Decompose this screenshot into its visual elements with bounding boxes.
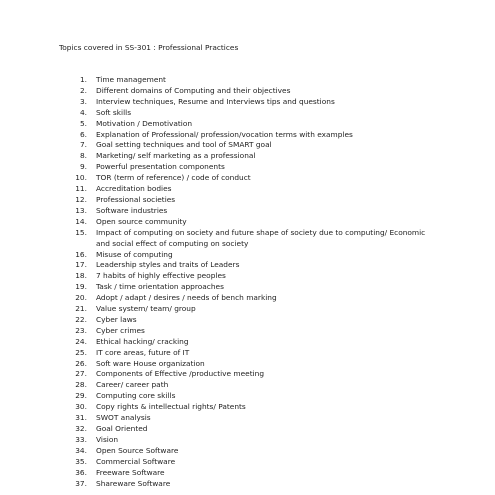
topic-text: Vision (96, 434, 119, 444)
topic-text: Shareware Software (96, 478, 171, 488)
topic-item (59, 162, 439, 173)
topic-text: Impact of computing on society and future shape of society due to computing/ Economic and social effect of computing on society (96, 227, 426, 248)
topic-number: 32. (75, 424, 87, 433)
topic-text: 7 habits of highly effective peoples (96, 271, 226, 281)
topic-text: Time management (96, 75, 166, 84)
topic-number: 15. (75, 227, 87, 237)
topic-text: Copy rights & intellectual rights/ Patents (96, 402, 246, 412)
document-title: Topics covered in SS-301 : Professional Practices (59, 43, 239, 52)
topic-item (59, 151, 439, 162)
topic-text: Components of Effective /productive meeting (96, 369, 265, 379)
topic-number: 4. (79, 107, 87, 117)
topic-item (59, 119, 439, 130)
topic-item (59, 228, 439, 250)
topic-item (59, 97, 439, 108)
topic-text: Value system/ team/ group (96, 304, 196, 314)
topic-number: 22. (75, 314, 87, 324)
topic-item (59, 206, 439, 217)
topic-text: Goal setting techniques and tool of SMART goal (96, 140, 272, 150)
topic-text: TOR (term of reference) / code of conduct (96, 173, 251, 183)
topic-number: 24. (75, 336, 87, 346)
topic-number: 16. (75, 249, 87, 259)
topic-text: Explanation of Professional/ profession/vocation terms with examples (96, 129, 353, 139)
topic-number: 13. (75, 205, 87, 215)
topic-text: Soft ware House organization (96, 358, 205, 368)
topic-number: 28. (75, 380, 87, 390)
topic-item (59, 315, 439, 326)
topic-text: Open source community (96, 216, 187, 226)
topic-item (59, 424, 439, 435)
topic-item (59, 457, 439, 468)
topic-item (59, 282, 439, 293)
topic-text: SWOT analysis (96, 413, 151, 423)
topic-text: Interview techniques, Resume and Interviews tips and questions (96, 96, 335, 106)
topic-item (59, 304, 439, 315)
topic-number: 10. (75, 173, 87, 183)
topic-text: Marketing/ self marketing as a professional (96, 151, 256, 161)
topic-number: 31. (75, 413, 87, 423)
topic-text: Commercial Software (96, 456, 176, 466)
topic-text: Goal Oriented (96, 424, 148, 433)
topic-item (59, 293, 439, 304)
topic-text: Professional societies (96, 194, 176, 204)
topic-number: 26. (75, 358, 87, 368)
topic-item (59, 402, 439, 413)
topic-text: Adopt / adapt / desires / needs of bench marking (96, 293, 277, 303)
topic-item (59, 446, 439, 457)
topic-text: Software industries (96, 205, 168, 215)
topic-text: Cyber laws (96, 314, 137, 324)
topic-number: 34. (75, 445, 87, 455)
topic-item (59, 173, 439, 184)
topic-number: 14. (75, 216, 87, 226)
topic-number: 30. (75, 402, 87, 412)
topic-number: 2. (79, 85, 87, 95)
topic-item (59, 184, 439, 195)
topic-text: Accreditation bodies (96, 184, 172, 194)
topic-item (59, 250, 439, 261)
topic-number: 6. (79, 129, 87, 139)
topic-item (59, 479, 439, 490)
topic-number: 19. (75, 282, 87, 292)
topic-text: Different domains of Computing and their objectives (96, 85, 291, 95)
topic-text: Freeware Software (96, 467, 165, 477)
topic-item (59, 380, 439, 391)
topic-number: 35. (75, 456, 87, 466)
topic-number: 9. (79, 162, 87, 172)
topic-number: 7. (79, 140, 87, 150)
topic-number: 3. (79, 96, 87, 106)
topic-item (59, 86, 439, 97)
topic-number: 12. (75, 194, 87, 204)
topic-item (59, 359, 439, 370)
topic-item (59, 140, 439, 151)
topic-number: 8. (79, 151, 87, 161)
topic-number: 1. (79, 75, 87, 84)
topic-number: 23. (75, 325, 87, 335)
topic-text: Ethical hacking/ cracking (96, 336, 189, 346)
topic-text: Leadership styles and traits of Leaders (96, 260, 240, 270)
topic-item (59, 195, 439, 206)
topic-text: Computing core skills (96, 391, 176, 401)
topic-number: 5. (79, 118, 87, 128)
topic-item (59, 413, 439, 424)
topic-number: 17. (75, 260, 87, 270)
topic-item (59, 326, 439, 337)
topic-number: 25. (75, 347, 87, 357)
topic-item (59, 348, 439, 359)
topic-list (59, 75, 439, 489)
topic-number: 27. (75, 369, 87, 379)
topic-number: 36. (75, 467, 87, 477)
topic-number: 20. (75, 293, 87, 303)
topic-number: 21. (75, 304, 87, 314)
topic-item (59, 435, 439, 446)
topic-text: Misuse of computing (96, 249, 173, 259)
topic-item (59, 391, 439, 402)
topic-text: Motivation / Demotivation (96, 118, 193, 128)
topic-number: 11. (75, 184, 87, 194)
topic-text: Cyber crimes (96, 325, 145, 335)
topic-item (59, 260, 439, 271)
topic-number: 37. (75, 478, 87, 488)
topic-text: Soft skills (96, 107, 132, 117)
topic-item (59, 217, 439, 228)
topic-text: IT core areas, future of IT (96, 347, 190, 357)
topic-item (59, 75, 439, 86)
topic-number: 29. (75, 391, 87, 401)
topic-number: 33. (75, 434, 87, 444)
topic-text: Career/ career path (96, 380, 169, 390)
topic-text: Powerful presentation components (96, 162, 225, 172)
topic-text: Task / time orientation approaches (96, 282, 224, 292)
topic-text: Open Source Software (96, 445, 179, 455)
topic-item (59, 369, 439, 380)
topic-item (59, 130, 439, 141)
topic-item (59, 337, 439, 348)
topic-item (59, 468, 439, 479)
topic-item (59, 271, 439, 282)
topic-item (59, 108, 439, 119)
topic-number: 18. (75, 271, 87, 281)
